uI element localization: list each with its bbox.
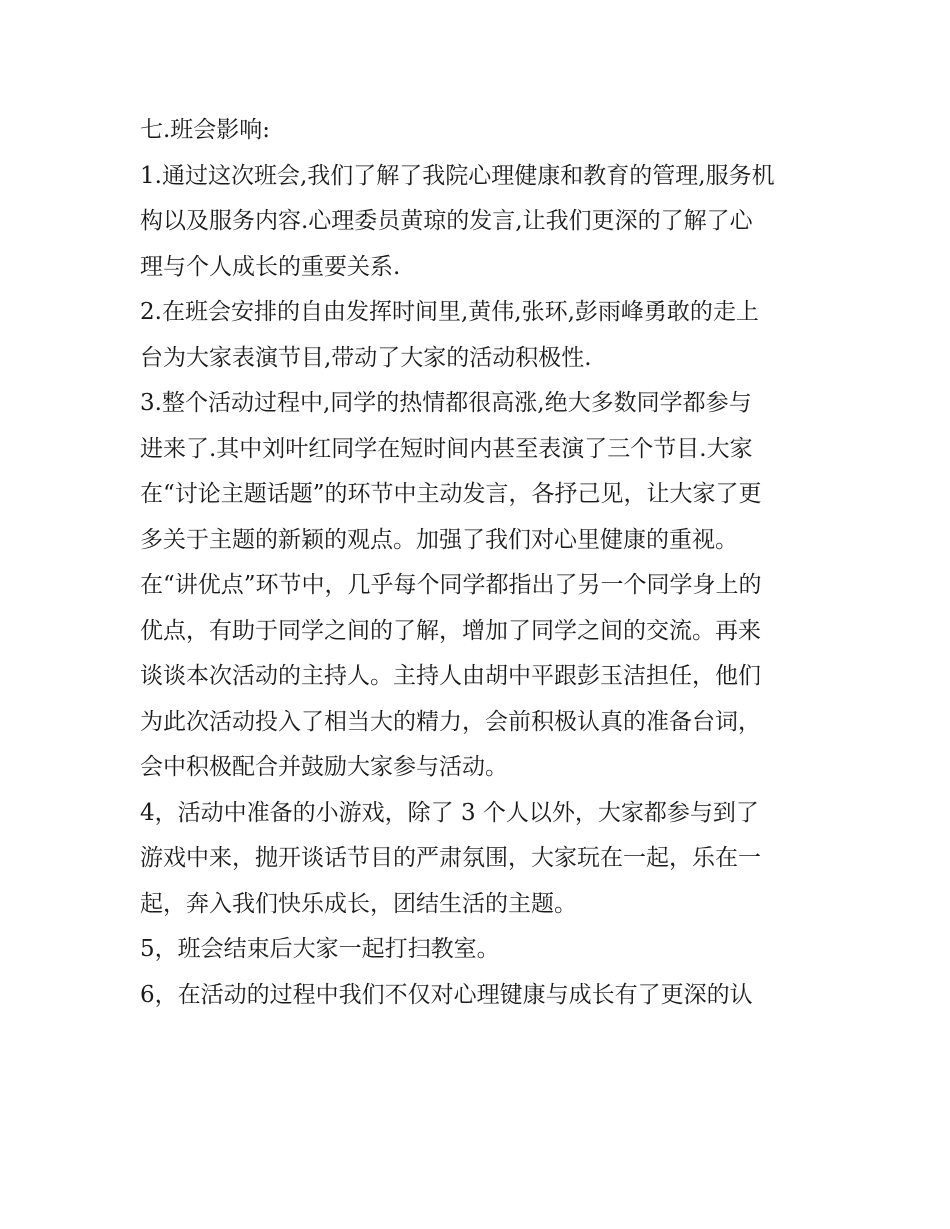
text-line: 游戏中来，抛开谈话节目的严肃氛围，大家玩在一起，乐在一 [140,845,761,871]
document-body [140,108,820,1018]
text-line: 在“讨论主题话题”的环节中主动发言，各抒己见，让大家了更 [140,481,762,507]
text-line: 1.通过这次班会,我们了解了我院心理健康和教育的管理,服务机 [140,162,775,189]
text-line: 2.在班会安排的自由发挥时间里,黄伟,张环,彭雨峰勇敢的走上 [140,299,759,325]
text-line: 台为大家表演节目,带动了大家的活动积极性. [140,344,592,371]
text-line: 3.整个活动过程中,同学的热情都很高涨,绝大多数同学都参与 [140,390,752,416]
text-line: 构以及服务内容.心理委员黄琼的发言,让我们更深的了解了心 [140,208,753,234]
text-line: 会中积极配合并鼓励大家参与活动。 [140,754,508,780]
text-line: 多关于主题的新颖的观点。加强了我们对心里健康的重视。 [140,526,738,553]
text-line: 为此次活动投入了相当大的精力，会前积极认真的准备台词， [140,708,761,735]
text-line: 5，班会结束后大家一起打扫教室。 [140,936,500,962]
text-line: 谈谈本次活动的主持人。主持人由胡中平跟彭玉洁担任，他们 [140,663,761,689]
text-line: 在“讲优点”环节中，几乎每个同学都指出了另一个同学身上的 [140,572,762,598]
text-line: 4，活动中准备的小游戏，除了 3 个人以外，大家都参与到了 [140,799,759,826]
section-heading: 七.班会影响: [140,117,271,143]
text-line: 理与个人成长的重要关系. [140,253,401,280]
text-line: 进来了.其中刘叶红同学在短时间内甚至表演了三个节目.大家 [140,435,753,462]
text-line: 优点，有助于同学之间的了解，增加了同学之间的交流。再来 [140,617,761,644]
text-line: 6，在活动的过程中我们不仅对心理键康与成长有了更深的认 [140,981,753,1008]
text-line: 起，奔入我们快乐成长，团结生活的主题。 [140,890,577,917]
